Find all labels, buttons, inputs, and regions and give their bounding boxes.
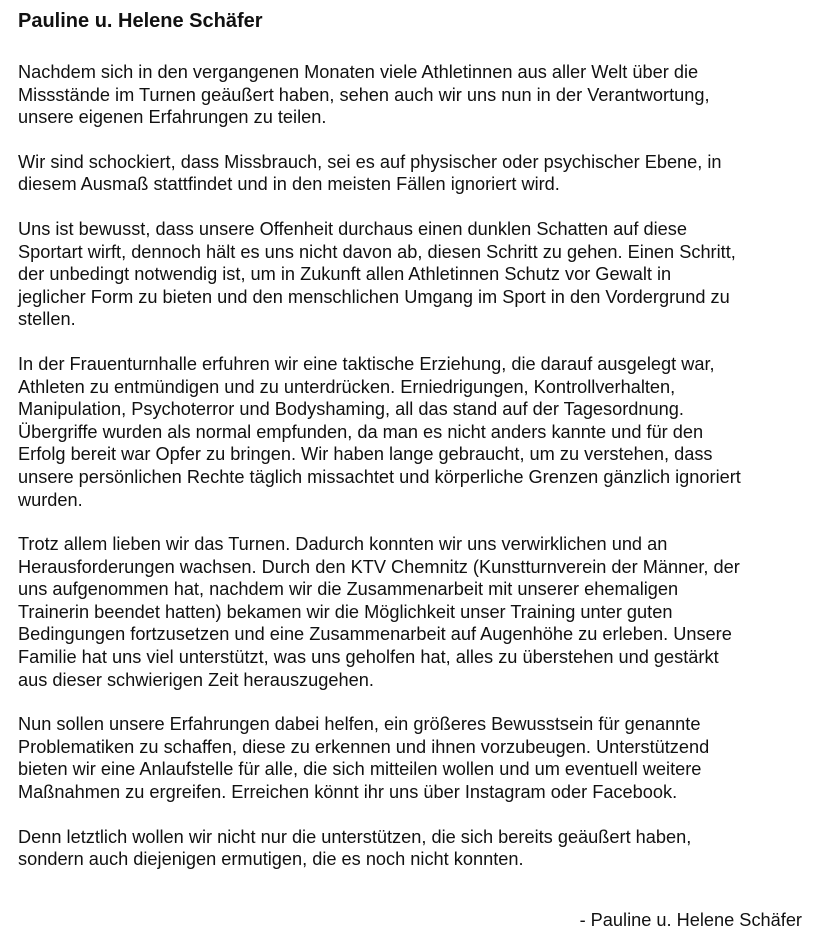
paragraph-love-of-sport: Trotz allem lieben wir das Turnen. Dadurch konnten wir uns verwirklichen und an Herausforderungen wachsen. Durch den KTV Chemnitz (Kunstturnverein der Männer, der uns aufgenommen hat, nachdem wir die Zusammenarbeit mit unserer ehemaligen Trainerin beendet hatten) bekamen wir die Möglichkeit unser Training unter guten Bedingungen fortzusetzen und eine Zusammenarbeit auf Augenhöhe zu erleben. Unsere Familie hat uns viel unterstützt, was uns geholfen hat, alles zu überstehen und gestärkt aus dieser schwierigen Zeit herauszugehen. xyxy=(18,534,740,690)
paragraph-intro: Nachdem sich in den vergangenen Monaten viele Athletinnen aus aller Welt über die Missstände im Turnen geäußert haben, sehen auch wir uns nun in der Verantwortung, unsere eigenen Erfahrungen zu teilen. xyxy=(18,62,710,128)
paragraph-awareness: Nun sollen unsere Erfahrungen dabei helfen, ein größeres Bewusstsein für genannte Problematiken zu schaffen, diese zu erkennen und ihnen vorzubeugen. Unterstützend bieten wir eine Anlaufstelle für alle, die sich mitteilen wollen und um eventuell weitere Maßnahmen zu ergreifen. Erreichen könnt ihr uns über Instagram oder Facebook. xyxy=(18,714,710,803)
paragraph-experience: In der Frauenturnhalle erfuhren wir eine taktische Erziehung, die darauf ausgelegt war, Athleten zu entmündigen und zu unterdrücken. Erniedrigungen, Kontrollverhalten, Manipulation, Psychoterror und Bodyshaming, all das stand auf der Tagesordnung. Übergriffe wurden als normal empfunden, da man es nicht anders kannte und für den Erfolg bereit war Opfer zu bringen. Wir haben lange gebraucht, um zu verstehen, dass unsere persönlichen Rechte täglich missachtet und körperliche Grenzen gänzlich ignoriert wurden. xyxy=(18,353,741,510)
paragraph-shock: Wir sind schockiert, dass Missbrauch, sei es auf physischer oder psychischer Ebene, in diesem Ausmaß stattfindet und in den meisten Fällen ignoriert wird. xyxy=(18,151,722,195)
signature: - Pauline u. Helene Schäfer xyxy=(579,910,802,930)
document-title: Pauline u. Helene Schäfer xyxy=(18,10,263,32)
paragraph-openness: Uns ist bewusst, dass unsere Offenheit durchaus einen dunklen Schatten auf diese Sportart wirft, dennoch hält es uns nicht davon ab, diesen Schritt zu gehen. Einen Schritt, der unbedingt notwendig ist, um in Zukunft allen Athletinnen Schutz vor Gewalt in jeglicher Form zu bieten und den menschlichen Umgang im Sport in den Vordergrund zu stellen. xyxy=(18,218,736,330)
paragraph-closing: Denn letztlich wollen wir nicht nur die unterstützen, die sich bereits geäußert haben, sondern auch diejenigen ermutigen, die es noch nicht konnten. xyxy=(18,826,692,870)
